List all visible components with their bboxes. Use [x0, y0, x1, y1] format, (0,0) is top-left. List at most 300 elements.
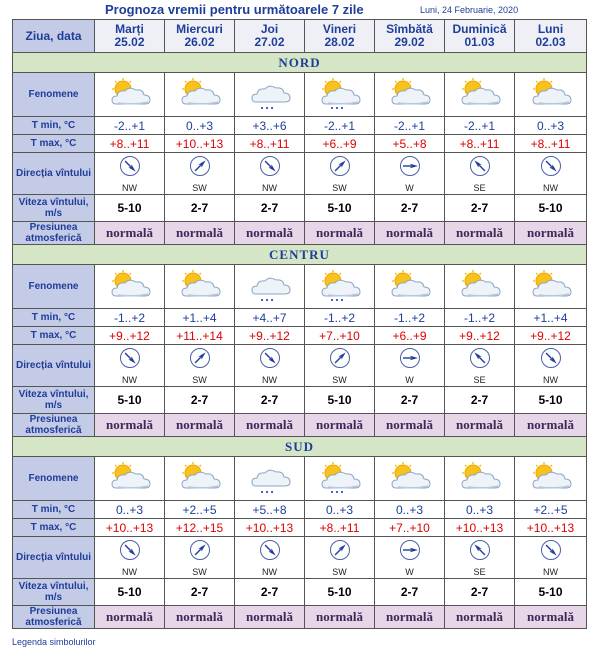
wind-direction — [375, 155, 444, 193]
phenomenon-cell — [95, 73, 165, 117]
wind-direction-cell — [375, 537, 445, 579]
phenomenon-cell — [165, 73, 235, 117]
snowflakes-shape — [260, 106, 272, 108]
wind-direction-cell — [515, 537, 587, 579]
wind-speed-cell: 2-7 — [375, 387, 445, 414]
tmax-cell: +10..+13 — [95, 519, 165, 537]
wind-speed-label: Viteza vîntului, m/s — [13, 579, 95, 606]
wind-speed-cell: 2-7 — [165, 387, 235, 414]
pressure-cell: normală — [165, 606, 235, 629]
day-name: Joi — [260, 22, 279, 36]
wind-arrow-shape — [259, 155, 281, 177]
snowflakes-shape — [330, 490, 342, 492]
day-name: Luni — [537, 22, 564, 36]
tmin-cell: 0..+3 — [375, 501, 445, 519]
wind-arrow-icon — [119, 347, 141, 374]
wind-direction — [165, 155, 234, 193]
phenomenon-cell — [95, 457, 165, 501]
page-title: Prognoza vremii pentru următoarele 7 zile — [105, 2, 364, 17]
forecast-table — [12, 19, 587, 629]
wind-speed-cell: 2-7 — [235, 579, 305, 606]
partly-cloudy-icon — [375, 462, 444, 496]
pressure-row — [13, 222, 587, 245]
wind-direction-cell — [235, 153, 305, 195]
wind-arrow-icon — [189, 155, 211, 182]
tmax-cell: +5..+8 — [375, 135, 445, 153]
wind-direction-cell — [95, 345, 165, 387]
wind-direction-text: NW — [543, 374, 558, 385]
wind-speed-cell: 2-7 — [445, 195, 515, 222]
snow-sun-cloud-icon — [305, 462, 374, 496]
pressure-cell: normală — [445, 414, 515, 437]
wind-direction-cell — [515, 153, 587, 195]
wind-direction-cell — [305, 537, 375, 579]
partly-cloudy-icon — [515, 462, 586, 496]
wind-speed-cell: 5-10 — [305, 579, 375, 606]
partly-cloudy-icon — [375, 270, 444, 304]
wind-direction — [445, 539, 514, 577]
region-title: CENTRU — [13, 245, 587, 265]
partly-cloudy-icon — [445, 462, 514, 496]
wind-direction-text: W — [405, 182, 414, 193]
phenomena-row — [13, 73, 587, 117]
day-date: 28.02 — [324, 35, 355, 49]
day-header — [375, 20, 445, 53]
pressure-cell: normală — [515, 222, 587, 245]
tmin-cell: -2..+1 — [445, 117, 515, 135]
wind-direction-cell — [165, 345, 235, 387]
wind-arrow-icon — [259, 539, 281, 566]
pressure-cell: normală — [235, 414, 305, 437]
cloud-shape — [252, 278, 290, 294]
wind-speed-cell: 5-10 — [515, 387, 587, 414]
wind-direction-text: SW — [192, 182, 207, 193]
wind-direction-cell — [445, 153, 515, 195]
wind-direction-text: SW — [192, 374, 207, 385]
tmin-cell: -1..+2 — [375, 309, 445, 327]
phenomenon-cell — [235, 265, 305, 309]
phenomena-row — [13, 265, 587, 309]
wind-speed-cell: 2-7 — [445, 387, 515, 414]
wind-arrow-shape — [540, 155, 562, 177]
phenomenon-cell — [235, 73, 305, 117]
pressure-cell: normală — [305, 606, 375, 629]
day-name: Vineri — [322, 22, 357, 36]
pressure-cell: normală — [95, 606, 165, 629]
wind-arrow-icon — [189, 347, 211, 374]
pressure-label: Presiunea atmosferică — [13, 222, 95, 245]
wind-speed-cell: 5-10 — [95, 387, 165, 414]
wind-direction-text: W — [405, 374, 414, 385]
wind-arrow-icon — [399, 155, 421, 182]
wind-arrow-shape — [399, 539, 421, 561]
partly-cloudy-icon — [95, 78, 164, 112]
wind-arrow-shape — [540, 539, 562, 561]
wind-arrow-icon — [469, 347, 491, 374]
snow-cloud-icon — [235, 462, 304, 496]
tmin-row — [13, 501, 587, 519]
tmax-cell: +6..+9 — [375, 327, 445, 345]
wind-direction-cell — [165, 537, 235, 579]
wind-arrow-shape — [119, 155, 141, 177]
tmin-cell: +4..+7 — [235, 309, 305, 327]
phenomenon-cell — [95, 265, 165, 309]
region-title: NORD — [13, 53, 587, 73]
partly-cloudy-icon — [445, 270, 514, 304]
wind-direction-text: SW — [332, 374, 347, 385]
tmax-row — [13, 135, 587, 153]
wind-speed-cell: 5-10 — [515, 579, 587, 606]
partly-cloudy-icon — [165, 78, 234, 112]
tmin-cell: 0..+3 — [165, 117, 235, 135]
wind-speed-cell: 2-7 — [375, 195, 445, 222]
tmax-cell: +8..+11 — [95, 135, 165, 153]
phenomenon-cell — [235, 457, 305, 501]
phenomenon-cell — [305, 265, 375, 309]
wind-direction-cell — [95, 537, 165, 579]
wind-speed-cell: 2-7 — [235, 195, 305, 222]
tmax-cell: +10..+13 — [235, 519, 305, 537]
wind-direction-cell — [95, 153, 165, 195]
day-name: Miercuri — [176, 22, 223, 36]
wind-direction-text: NW — [122, 374, 137, 385]
wind-direction-cell — [235, 537, 305, 579]
phenomenon-cell — [445, 457, 515, 501]
phenomenon-cell — [515, 73, 587, 117]
wind-direction-text: SW — [332, 182, 347, 193]
wind-speed-row — [13, 195, 587, 222]
wind-direction-label: Direcția vîntului — [13, 537, 95, 579]
snow-sun-cloud-icon — [305, 270, 374, 304]
tmin-label: T min, °C — [13, 117, 95, 135]
wind-direction-text: NW — [543, 182, 558, 193]
phenomenon-cell — [445, 73, 515, 117]
wind-direction — [235, 539, 304, 577]
wind-arrow-shape — [399, 347, 421, 369]
tmax-row — [13, 519, 587, 537]
partly-cloudy-icon — [95, 270, 164, 304]
wind-arrow-shape — [259, 347, 281, 369]
tmin-cell: +2..+5 — [165, 501, 235, 519]
wind-arrow-shape — [189, 155, 211, 177]
wind-direction-cell — [445, 345, 515, 387]
day-date: 02.03 — [535, 35, 566, 49]
tmax-cell: +7..+10 — [305, 327, 375, 345]
wind-arrow-shape — [329, 347, 351, 369]
wind-direction — [305, 347, 374, 385]
wind-speed-label: Viteza vîntului, m/s — [13, 387, 95, 414]
phenomenon-cell — [305, 73, 375, 117]
tmin-label: T min, °C — [13, 309, 95, 327]
wind-speed-cell: 5-10 — [305, 387, 375, 414]
day-date: 26.02 — [184, 35, 215, 49]
phenomenon-cell — [375, 457, 445, 501]
pressure-cell: normală — [95, 222, 165, 245]
wind-direction — [95, 155, 164, 193]
wind-arrow-shape — [119, 347, 141, 369]
tmin-cell: 0..+3 — [95, 501, 165, 519]
wind-direction-cell — [305, 345, 375, 387]
phenomenon-cell — [515, 265, 587, 309]
wind-arrow-shape — [259, 539, 281, 561]
wind-direction-text: NW — [122, 182, 137, 193]
pressure-cell: normală — [515, 606, 587, 629]
wind-direction-text: NW — [262, 182, 277, 193]
tmax-cell: +12..+15 — [165, 519, 235, 537]
pressure-cell: normală — [375, 222, 445, 245]
wind-speed-cell: 2-7 — [445, 579, 515, 606]
day-header — [445, 20, 515, 53]
pressure-row — [13, 414, 587, 437]
wind-speed-cell: 2-7 — [165, 195, 235, 222]
phenomena-row — [13, 457, 587, 501]
wind-arrow-icon — [189, 539, 211, 566]
day-date: 27.02 — [254, 35, 285, 49]
tmin-row — [13, 309, 587, 327]
header-row — [13, 20, 587, 53]
partly-cloudy-icon — [445, 78, 514, 112]
day-date: 25.02 — [114, 35, 145, 49]
wind-direction-cell — [165, 153, 235, 195]
wind-direction-row — [13, 537, 587, 579]
tmax-cell: +10..+13 — [165, 135, 235, 153]
tmax-cell: +9..+12 — [95, 327, 165, 345]
wind-arrow-icon — [540, 539, 562, 566]
wind-direction-cell — [375, 153, 445, 195]
pressure-cell: normală — [305, 222, 375, 245]
wind-arrow-shape — [399, 155, 421, 177]
phenomenon-cell — [305, 457, 375, 501]
partly-cloudy-icon — [515, 270, 586, 304]
pressure-cell: normală — [445, 222, 515, 245]
partly-cloudy-icon — [95, 462, 164, 496]
wind-arrow-shape — [329, 539, 351, 561]
partly-cloudy-icon — [515, 78, 586, 112]
tmax-cell: +11..+14 — [165, 327, 235, 345]
phenomenon-cell — [375, 73, 445, 117]
tmin-cell: +2..+5 — [515, 501, 587, 519]
tmax-label: T max, °C — [13, 519, 95, 537]
tmax-row — [13, 327, 587, 345]
wind-direction-label: Direcția vîntului — [13, 345, 95, 387]
phenomena-label: Fenomene — [13, 265, 95, 309]
wind-speed-row — [13, 387, 587, 414]
wind-speed-row — [13, 579, 587, 606]
wind-direction — [235, 347, 304, 385]
wind-direction — [375, 539, 444, 577]
current-date: Luni, 24 Februarie, 2020 — [420, 5, 519, 15]
tmin-cell: +5..+8 — [235, 501, 305, 519]
tmin-label: T min, °C — [13, 501, 95, 519]
wind-speed-cell: 5-10 — [515, 195, 587, 222]
wind-direction — [515, 155, 586, 193]
pressure-cell: normală — [165, 222, 235, 245]
phenomenon-cell — [165, 265, 235, 309]
wind-direction — [165, 539, 234, 577]
pressure-cell: normală — [235, 222, 305, 245]
wind-direction-cell — [445, 537, 515, 579]
phenomenon-cell — [165, 457, 235, 501]
wind-speed-cell: 2-7 — [235, 387, 305, 414]
wind-speed-label: Viteza vîntului, m/s — [13, 195, 95, 222]
wind-direction-row — [13, 153, 587, 195]
pressure-cell: normală — [375, 414, 445, 437]
day-name: Sîmbătă — [386, 22, 433, 36]
wind-direction-cell — [515, 345, 587, 387]
pressure-label: Presiunea atmosferică — [13, 414, 95, 437]
wind-arrow-icon — [469, 539, 491, 566]
tmax-cell: +8..+11 — [445, 135, 515, 153]
wind-direction-row — [13, 345, 587, 387]
wind-arrow-icon — [469, 155, 491, 182]
wind-speed-cell: 2-7 — [375, 579, 445, 606]
wind-arrow-shape — [469, 155, 491, 177]
day-name: Duminică — [452, 22, 507, 36]
wind-arrow-icon — [329, 539, 351, 566]
tmin-cell: +1..+4 — [515, 309, 587, 327]
tmax-cell: +10..+13 — [445, 519, 515, 537]
wind-arrow-icon — [259, 347, 281, 374]
wind-direction-label: Direcția vîntului — [13, 153, 95, 195]
region-row — [13, 53, 587, 73]
tmax-label: T max, °C — [13, 135, 95, 153]
pressure-cell: normală — [445, 606, 515, 629]
wind-arrow-icon — [119, 155, 141, 182]
tmin-cell: -1..+2 — [445, 309, 515, 327]
tmax-cell: +6..+9 — [305, 135, 375, 153]
wind-arrow-icon — [119, 539, 141, 566]
tmin-row — [13, 117, 587, 135]
wind-arrow-shape — [189, 347, 211, 369]
wind-direction-text: SE — [473, 374, 486, 385]
region-row — [13, 245, 587, 265]
snowflakes-shape — [330, 298, 342, 300]
wind-direction — [445, 347, 514, 385]
wind-direction-text: NW — [543, 566, 558, 577]
wind-arrow-shape — [469, 539, 491, 561]
day-header — [235, 20, 305, 53]
snowflakes-shape — [330, 106, 342, 108]
wind-direction-cell — [235, 345, 305, 387]
wind-speed-cell: 5-10 — [95, 579, 165, 606]
tmin-cell: -2..+1 — [95, 117, 165, 135]
wind-direction — [165, 347, 234, 385]
snow-cloud-icon — [235, 78, 304, 112]
wind-arrow-shape — [119, 539, 141, 561]
pressure-cell: normală — [515, 414, 587, 437]
phenomena-label: Fenomene — [13, 73, 95, 117]
wind-direction — [235, 155, 304, 193]
day-header — [305, 20, 375, 53]
tmin-cell: +1..+4 — [165, 309, 235, 327]
tmin-cell: 0..+3 — [305, 501, 375, 519]
day-header — [515, 20, 587, 53]
wind-direction-text: SE — [473, 182, 486, 193]
tmax-label: T max, °C — [13, 327, 95, 345]
day-header — [95, 20, 165, 53]
page-header — [0, 0, 600, 19]
tmax-cell: +9..+12 — [515, 327, 587, 345]
snowflakes-shape — [260, 490, 272, 492]
pressure-row — [13, 606, 587, 629]
partly-cloudy-icon — [165, 270, 234, 304]
legend-footer — [12, 638, 162, 647]
wind-arrow-shape — [189, 539, 211, 561]
snow-cloud-icon — [235, 270, 304, 304]
corner-label: Ziua, data — [13, 20, 95, 53]
wind-arrow-icon — [540, 155, 562, 182]
tmax-cell: +8..+11 — [235, 135, 305, 153]
tmin-cell: 0..+3 — [515, 117, 587, 135]
phenomenon-cell — [375, 265, 445, 309]
wind-speed-cell: 5-10 — [305, 195, 375, 222]
wind-speed-cell: 2-7 — [165, 579, 235, 606]
snow-sun-cloud-icon — [305, 78, 374, 112]
wind-direction-cell — [305, 153, 375, 195]
phenomenon-cell — [515, 457, 587, 501]
phenomenon-cell — [445, 265, 515, 309]
cloud-shape — [252, 86, 290, 102]
day-date: 29.02 — [394, 35, 425, 49]
wind-direction-text: SW — [332, 566, 347, 577]
tmax-cell: +8..+11 — [515, 135, 587, 153]
tmin-cell: 0..+3 — [445, 501, 515, 519]
wind-direction-text: W — [405, 566, 414, 577]
partly-cloudy-icon — [375, 78, 444, 112]
pressure-cell: normală — [95, 414, 165, 437]
wind-direction-text: NW — [122, 566, 137, 577]
tmax-cell: +9..+12 — [235, 327, 305, 345]
wind-direction — [515, 539, 586, 577]
tmin-cell: +3..+6 — [235, 117, 305, 135]
wind-arrow-icon — [329, 155, 351, 182]
wind-arrow-shape — [329, 155, 351, 177]
pressure-cell: normală — [305, 414, 375, 437]
wind-arrow-shape — [540, 347, 562, 369]
legend-note: Legenda simbolurilor — [12, 638, 96, 647]
region-title: SUD — [13, 437, 587, 457]
wind-direction — [95, 347, 164, 385]
day-name: Marți — [115, 22, 144, 36]
region-row — [13, 437, 587, 457]
wind-direction — [95, 539, 164, 577]
wind-direction — [445, 155, 514, 193]
wind-arrow-icon — [259, 155, 281, 182]
pressure-label: Presiunea atmosferică — [13, 606, 95, 629]
wind-direction-cell — [375, 345, 445, 387]
wind-arrow-icon — [399, 539, 421, 566]
tmax-cell: +9..+12 — [445, 327, 515, 345]
wind-direction — [375, 347, 444, 385]
wind-arrow-icon — [399, 347, 421, 374]
wind-direction-text: NW — [262, 566, 277, 577]
wind-arrow-shape — [469, 347, 491, 369]
cloud-shape — [252, 470, 290, 486]
tmin-cell: -1..+2 — [305, 309, 375, 327]
wind-direction-text: NW — [262, 374, 277, 385]
day-date: 01.03 — [464, 35, 495, 49]
wind-direction — [305, 155, 374, 193]
tmin-cell: -1..+2 — [95, 309, 165, 327]
wind-arrow-icon — [540, 347, 562, 374]
phenomena-label: Fenomene — [13, 457, 95, 501]
pressure-cell: normală — [235, 606, 305, 629]
partly-cloudy-icon — [165, 462, 234, 496]
wind-arrow-icon — [329, 347, 351, 374]
pressure-cell: normală — [375, 606, 445, 629]
wind-direction — [515, 347, 586, 385]
tmin-cell: -2..+1 — [375, 117, 445, 135]
